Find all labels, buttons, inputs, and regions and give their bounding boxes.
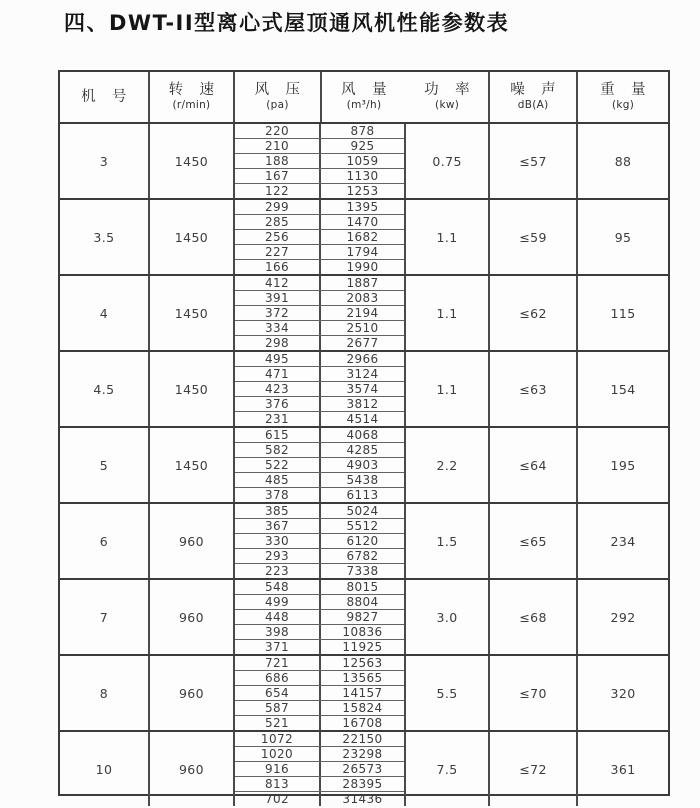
column-header-unit: dB(A) (517, 99, 549, 112)
pressure-value: 702 (235, 792, 321, 806)
volume-value: 5512 (346, 519, 379, 533)
pressure-volume-subtable (235, 732, 406, 806)
model-cell: 6 (60, 504, 150, 578)
pressure-value: 654 (235, 686, 321, 700)
pressure-volume-subrow (235, 428, 404, 443)
column-header-noise (490, 72, 578, 122)
noise-cell: ≤68 (490, 580, 578, 654)
volume-value: 16708 (342, 716, 383, 730)
pressure-volume-subrow (235, 154, 404, 169)
table-body (60, 124, 668, 806)
weight-cell: 154 (610, 381, 636, 397)
pressure-volume-subrow (235, 276, 404, 291)
volume-value: 13565 (342, 671, 383, 685)
pressure-value: 367 (235, 519, 321, 533)
pressure-volume-subrow (235, 124, 404, 139)
pressure-volume-subrow (235, 625, 404, 640)
pressure-volume-subrow (235, 686, 404, 701)
pressure-volume-subtable (235, 200, 406, 274)
pressure-volume-subrow (235, 671, 404, 686)
speed-cell: 1450 (150, 200, 235, 274)
column-header-unit: (kg) (611, 99, 635, 112)
pressure-volume-subrow (235, 215, 404, 230)
column-header-power (406, 72, 490, 122)
power-cell: 1.5 (406, 504, 490, 578)
pressure-value: 371 (235, 640, 321, 654)
pressure-value: 485 (235, 473, 321, 487)
model-cell: 4.5 (60, 352, 150, 426)
column-header-unit: (m³/h) (346, 99, 382, 112)
pressure-value: 223 (235, 564, 321, 578)
column-header-volume (322, 72, 406, 122)
volume-value: 5438 (346, 473, 379, 487)
volume-value: 1395 (346, 200, 379, 214)
pressure-value: 522 (235, 458, 321, 472)
volume-value: 1130 (346, 169, 379, 183)
pressure-value: 166 (235, 260, 321, 274)
power-cell: 1.1 (406, 276, 490, 350)
pressure-value: 916 (235, 762, 321, 776)
volume-value: 7338 (346, 564, 379, 578)
volume-value: 2194 (346, 306, 379, 320)
volume-value: 4068 (346, 428, 379, 442)
pressure-value: 385 (235, 504, 321, 518)
pressure-volume-subrow (235, 762, 404, 777)
volume-value: 2083 (346, 291, 379, 305)
noise-cell: ≤57 (490, 124, 578, 198)
pressure-volume-subrow (235, 336, 404, 350)
pressure-volume-subrow (235, 291, 404, 306)
pressure-value: 686 (235, 671, 321, 685)
pressure-value: 378 (235, 488, 321, 502)
weight-cell: 320 (610, 685, 636, 701)
model-cell: 5 (60, 428, 150, 502)
column-header-weight (578, 72, 668, 122)
pressure-volume-subrow (235, 321, 404, 336)
pressure-value: 582 (235, 443, 321, 457)
pressure-value: 256 (235, 230, 321, 244)
column-header-speed (150, 72, 235, 122)
pressure-value: 330 (235, 534, 321, 548)
pressure-volume-subrow (235, 732, 404, 747)
power-cell: 5.5 (406, 656, 490, 730)
pressure-volume-subrow (235, 382, 404, 397)
pressure-value: 412 (235, 276, 321, 290)
power-cell: 0.75 (406, 124, 490, 198)
column-header-unit: (kw) (435, 99, 460, 112)
pressure-value: 293 (235, 549, 321, 563)
pressure-value: 398 (235, 625, 321, 639)
fan-model-row (60, 732, 668, 806)
column-header-label: 重 量 (600, 82, 646, 99)
speed-cell: 1450 (150, 276, 235, 350)
noise-cell: ≤65 (490, 504, 578, 578)
fan-model-row (60, 504, 668, 580)
column-header-unit: (pa) (266, 99, 289, 112)
weight-cell: 88 (614, 153, 632, 169)
pressure-volume-subtable (235, 504, 406, 578)
pressure-volume-subrow (235, 595, 404, 610)
pressure-value: 285 (235, 215, 321, 229)
column-header-label: 转 速 (168, 82, 215, 99)
power-cell: 2.2 (406, 428, 490, 502)
fan-model-row (60, 352, 668, 428)
pressure-value: 188 (235, 154, 321, 168)
volume-value: 4514 (346, 412, 379, 426)
speed-cell: 960 (150, 656, 235, 730)
pressure-value: 1072 (235, 732, 321, 746)
model-cell: 10 (60, 732, 150, 806)
column-header-label: 功 率 (424, 82, 470, 99)
column-header-label: 风 压 (254, 82, 301, 99)
volume-value: 4903 (346, 458, 379, 472)
pressure-volume-subrow (235, 260, 404, 274)
model-cell: 8 (60, 656, 150, 730)
pressure-volume-subrow (235, 656, 404, 671)
pressure-volume-subrow (235, 488, 404, 502)
volume-value: 31436 (342, 792, 383, 806)
volume-value: 12563 (342, 656, 383, 670)
volume-value: 14157 (342, 686, 383, 700)
pressure-volume-subrow (235, 443, 404, 458)
pressure-value: 1020 (235, 747, 321, 761)
weight-cell: 115 (610, 305, 636, 321)
fan-model-row (60, 656, 668, 732)
pressure-value: 391 (235, 291, 321, 305)
volume-value: 6113 (346, 488, 379, 502)
pressure-volume-subrow (235, 397, 404, 412)
volume-value: 3812 (346, 397, 379, 411)
pressure-value: 167 (235, 169, 321, 183)
column-header-pressure (235, 72, 322, 122)
volume-value: 4285 (346, 443, 379, 457)
pressure-value: 210 (235, 139, 321, 153)
pressure-volume-subrow (235, 747, 404, 762)
model-cell: 4 (60, 276, 150, 350)
pressure-volume-subrow (235, 716, 404, 730)
pressure-value: 220 (235, 124, 321, 138)
volume-value: 1059 (346, 154, 379, 168)
power-cell: 7.5 (406, 732, 490, 806)
pressure-volume-subtable (235, 124, 406, 198)
pressure-value: 587 (235, 701, 321, 715)
volume-value: 6782 (346, 549, 379, 563)
volume-value: 1990 (346, 260, 379, 274)
volume-value: 2510 (346, 321, 379, 335)
pressure-value: 721 (235, 656, 321, 670)
pressure-value: 227 (235, 245, 321, 259)
noise-cell: ≤63 (490, 352, 578, 426)
pressure-volume-subrow (235, 792, 404, 806)
pressure-volume-subrow (235, 352, 404, 367)
volume-value: 925 (350, 139, 375, 153)
noise-cell: ≤70 (490, 656, 578, 730)
pressure-value: 448 (235, 610, 321, 624)
volume-value: 26573 (342, 762, 383, 776)
pressure-value: 299 (235, 200, 321, 214)
pressure-volume-subrow (235, 230, 404, 245)
weight-cell: 234 (610, 533, 636, 549)
volume-value: 15824 (342, 701, 383, 715)
pressure-value: 372 (235, 306, 321, 320)
pressure-value: 499 (235, 595, 321, 609)
noise-cell: ≤62 (490, 276, 578, 350)
pressure-value: 471 (235, 367, 321, 381)
volume-value: 11925 (342, 640, 383, 654)
pressure-value: 548 (235, 580, 321, 594)
pressure-volume-subtable (235, 580, 406, 654)
volume-value: 8804 (346, 595, 379, 609)
pressure-volume-subrow (235, 564, 404, 578)
pressure-volume-subrow (235, 640, 404, 654)
pressure-volume-subrow (235, 306, 404, 321)
pressure-volume-subrow (235, 777, 404, 792)
fan-model-row (60, 200, 668, 276)
power-cell: 3.0 (406, 580, 490, 654)
pressure-volume-subrow (235, 701, 404, 716)
pressure-volume-subtable (235, 656, 406, 730)
table-header-row (60, 72, 668, 124)
power-cell: 1.1 (406, 352, 490, 426)
fan-model-row (60, 428, 668, 504)
pressure-volume-subtable (235, 352, 406, 426)
pressure-volume-subrow (235, 367, 404, 382)
speed-cell: 1450 (150, 124, 235, 198)
pressure-volume-subrow (235, 473, 404, 488)
fan-model-row (60, 276, 668, 352)
column-header-label: 噪 声 (510, 82, 557, 99)
column-header-unit: (r/min) (172, 99, 211, 112)
volume-value: 1794 (346, 245, 379, 259)
page-title: 四、DWT-II型离心式屋顶通风机性能参数表 (64, 11, 510, 35)
pressure-value: 495 (235, 352, 321, 366)
pressure-volume-subrow (235, 534, 404, 549)
column-header-label: 风 量 (341, 82, 387, 99)
pressure-volume-subrow (235, 580, 404, 595)
pressure-volume-subrow (235, 412, 404, 426)
pressure-volume-subrow (235, 610, 404, 625)
pressure-value: 376 (235, 397, 321, 411)
speed-cell: 960 (150, 504, 235, 578)
pressure-volume-subrow (235, 169, 404, 184)
volume-value: 28395 (342, 777, 383, 791)
volume-value: 1253 (346, 184, 379, 198)
speed-cell: 1450 (150, 428, 235, 502)
volume-value: 1887 (346, 276, 379, 290)
fan-model-row (60, 580, 668, 656)
volume-value: 1682 (346, 230, 379, 244)
pressure-volume-subrow (235, 184, 404, 198)
pressure-value: 122 (235, 184, 321, 198)
pressure-volume-subrow (235, 458, 404, 473)
pressure-volume-subtable (235, 276, 406, 350)
pressure-value: 298 (235, 336, 321, 350)
column-header-model (60, 72, 150, 122)
pressure-value: 813 (235, 777, 321, 791)
fan-model-row (60, 124, 668, 200)
performance-table (58, 70, 670, 806)
weight-cell: 361 (610, 761, 636, 777)
volume-value: 3574 (346, 382, 379, 396)
volume-value: 2677 (346, 336, 379, 350)
volume-value: 5024 (346, 504, 379, 518)
pressure-value: 615 (235, 428, 321, 442)
noise-cell: ≤64 (490, 428, 578, 502)
power-cell: 1.1 (406, 200, 490, 274)
volume-value: 8015 (346, 580, 379, 594)
pressure-volume-subrow (235, 519, 404, 534)
volume-value: 3124 (346, 367, 379, 381)
noise-cell: ≤72 (490, 732, 578, 806)
pressure-value: 334 (235, 321, 321, 335)
volume-value: 6120 (346, 534, 379, 548)
pressure-volume-subrow (235, 245, 404, 260)
noise-cell: ≤59 (490, 200, 578, 274)
volume-value: 22150 (342, 732, 383, 746)
model-cell: 3 (60, 124, 150, 198)
model-cell: 7 (60, 580, 150, 654)
volume-value: 2966 (346, 352, 379, 366)
pressure-volume-subrow (235, 549, 404, 564)
pressure-volume-subtable (235, 428, 406, 502)
pressure-value: 423 (235, 382, 321, 396)
model-cell: 3.5 (60, 200, 150, 274)
volume-value: 9827 (346, 610, 379, 624)
weight-cell: 95 (614, 229, 632, 245)
pressure-volume-subrow (235, 504, 404, 519)
pressure-volume-subrow (235, 200, 404, 215)
volume-value: 1470 (346, 215, 379, 229)
volume-value: 878 (350, 124, 375, 138)
volume-value: 10836 (342, 625, 383, 639)
pressure-value: 521 (235, 716, 321, 730)
speed-cell: 960 (150, 580, 235, 654)
weight-cell: 292 (610, 609, 636, 625)
pressure-value: 231 (235, 412, 321, 426)
pressure-volume-subrow (235, 139, 404, 154)
weight-cell: 195 (610, 457, 636, 473)
speed-cell: 1450 (150, 352, 235, 426)
speed-cell: 960 (150, 732, 235, 806)
column-header-label: 机 号 (81, 88, 127, 105)
volume-value: 23298 (342, 747, 383, 761)
